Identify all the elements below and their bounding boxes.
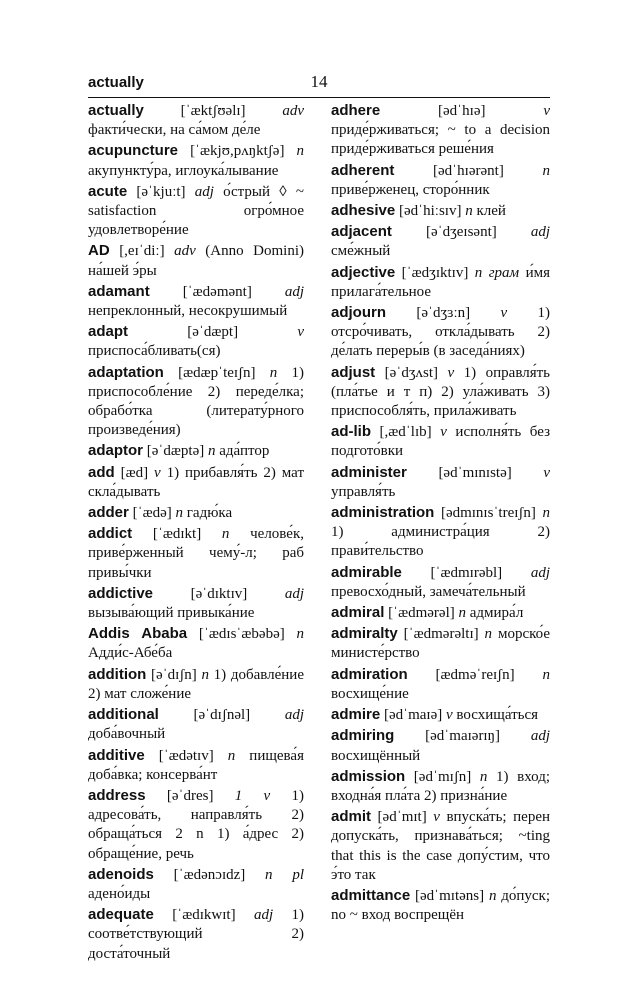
entry-definition: вызыва́ющий привыка́ние [88, 605, 255, 622]
dictionary-entry [88, 441, 304, 461]
dictionary-entry [88, 141, 304, 180]
entry-headword: adaptor [88, 442, 144, 460]
dictionary-entry [88, 182, 304, 241]
dictionary-entry [331, 603, 550, 623]
entry-pronunciation: [ədˈmɪt] [371, 809, 434, 826]
entry-headword: additive [88, 746, 145, 764]
entry-part-of-speech: adj [253, 907, 274, 924]
entry-headword: addition [88, 665, 147, 683]
entry-headword: admiral [331, 604, 385, 622]
entry-pronunciation: [ˈædətɪv] [144, 747, 228, 764]
entry-pronunciation: [ˈædəmənt] [149, 283, 285, 300]
entry-definition: челове́к, приве́рженный чему́-л; раб привы́чки [88, 526, 304, 581]
dictionary-entry [88, 241, 304, 280]
entry-definition: 1) администра́ция 2) прави́тельство [331, 524, 550, 560]
entry-headword: adjective [331, 263, 396, 281]
entry-part-of-speech: 1 v [234, 787, 271, 804]
entry-headword: Addis Ababa [88, 625, 188, 643]
entry-part-of-speech: n [227, 747, 236, 764]
entry-headword: ad-lib [331, 423, 371, 441]
entry-definition: управля́ть [331, 483, 396, 500]
entry-part-of-speech: v [447, 364, 455, 381]
entry-headword: adder [88, 504, 129, 522]
entry-pronunciation: [ˈædʒɪktɪv] [395, 264, 475, 281]
dictionary-entry [331, 363, 550, 422]
entry-headword: admirable [331, 563, 402, 581]
entry-part-of-speech: n [542, 666, 550, 683]
header-rule [88, 97, 550, 98]
entry-pronunciation: [ædməˈreɪʃn] [407, 666, 543, 683]
entry-part-of-speech: n [269, 364, 278, 381]
entry-pronunciation: [ˈædənɔɪdz] [153, 866, 266, 883]
entry-pronunciation: [ˈædmərəltɪ] [397, 626, 485, 643]
entry-pronunciation: [,eɪˈdiː] [109, 243, 175, 260]
entry-pronunciation: [,ædˈlɪb] [371, 424, 441, 441]
entry-definition: и́мя прилага́тельное [331, 264, 551, 300]
entry-headword: admittance [331, 886, 411, 904]
entry-part-of-speech: adv [174, 243, 196, 260]
entry-definition: Адди́с-Абе́ба [88, 645, 173, 662]
dictionary-entry [88, 705, 304, 744]
page-number: 14 [310, 72, 328, 91]
entry-definition: 1) добавле́ние 2) мат сложе́ние [88, 666, 304, 702]
entry-definition: адено́иды [88, 885, 151, 902]
entry-headword: admit [331, 808, 372, 826]
entry-definition: сме́жный [331, 243, 391, 260]
entry-headword: addict [88, 525, 133, 543]
dictionary-entry [88, 665, 304, 704]
entry-part-of-speech: n [201, 666, 209, 683]
dictionary-entry [331, 624, 550, 663]
entry-pronunciation: [əˈdʒɜːn] [386, 305, 501, 322]
entry-headword: adaptation [88, 363, 164, 381]
entry-part-of-speech: n [296, 626, 305, 643]
entry-definition: 1) оправля́ть (пла́тье и т п) 2) ула́живать 3) приспособля́ть, прила́живать [331, 364, 550, 420]
entry-part-of-speech: adj [284, 707, 304, 724]
dictionary-entry [331, 161, 550, 200]
entry-pronunciation: [ədˈmaɪərɪŋ] [394, 728, 531, 745]
entry-definition: восхища́ться [452, 707, 539, 724]
entry-headword: adjacent [331, 223, 392, 241]
entry-definition: превосхо́дный, замеча́тельный [331, 583, 526, 600]
entry-pronunciation: [əˈdɪʃn] [146, 666, 202, 683]
entry-pronunciation: [ˈædɪsˈæbəbə] [187, 626, 297, 643]
entry-pronunciation: [əˈdres] [145, 787, 235, 804]
entry-part-of-speech: n [542, 162, 550, 179]
dictionary-entry [331, 101, 550, 160]
entry-pronunciation: [əˈdɪʃnəl] [158, 707, 285, 724]
entry-headword: acupuncture [88, 142, 179, 160]
entry-headword: adequate [88, 906, 154, 924]
left-column [88, 101, 304, 965]
entry-part-of-speech: n [175, 505, 184, 522]
entry-definition: клей [472, 203, 506, 220]
dictionary-entry [88, 524, 304, 583]
entry-headword: adjust [331, 363, 376, 381]
entry-definition: восхище́ние [331, 685, 409, 702]
entry-headword: admire [331, 706, 381, 724]
entry-headword: adenoids [88, 865, 154, 883]
dictionary-entry [331, 263, 550, 302]
entry-headword: acute [88, 182, 128, 200]
entry-definition: восхищённый [331, 747, 421, 764]
entry-part-of-speech: n [542, 505, 550, 522]
entry-part-of-speech: adj [284, 585, 304, 602]
entry-part-of-speech: adj [194, 183, 214, 200]
dictionary-entry [88, 282, 304, 321]
entry-headword: adhesive [331, 202, 396, 220]
entry-pronunciation: [æd] [114, 464, 154, 481]
dictionary-entry [88, 363, 304, 441]
entry-headword: add [88, 463, 115, 481]
entry-definition: пищева́я доба́вка; консерва́нт [88, 747, 304, 783]
entry-pronunciation: [ˈædɪkt] [132, 526, 222, 543]
entry-pronunciation: [ədˈhɪərənt] [394, 162, 543, 179]
entry-part-of-speech: n [458, 605, 466, 622]
entry-pronunciation: [ˈæktʃʊəlɪ] [143, 103, 283, 119]
entry-headword: admiring [331, 727, 395, 745]
entry-headword: adjourn [331, 304, 386, 322]
entry-part-of-speech: v [297, 324, 304, 341]
entry-headword: administration [331, 504, 435, 522]
entry-definition: доба́вочный [88, 726, 166, 743]
entry-part-of-speech: n [221, 526, 230, 543]
entry-definition: 1) соотве́тствующий 2) доста́точный [88, 907, 305, 962]
dictionary-entry [331, 705, 550, 725]
entry-pronunciation: [əˈdʒeɪsənt] [391, 224, 531, 241]
entry-part-of-speech: v [446, 707, 453, 724]
entry-part-of-speech: n грам [474, 264, 520, 281]
entry-pronunciation: [ədmɪnɪsˈtreɪʃn] [434, 505, 543, 522]
entry-pronunciation: [ədˈhɪə] [380, 103, 544, 119]
dictionary-entry [331, 463, 550, 502]
entry-headword: AD [88, 242, 110, 260]
dictionary-entry [88, 865, 304, 904]
entry-definition: о́стрый ◊ ~ satisfaction огро́мное удовлетворе́ние [88, 183, 304, 239]
dictionary-entry [88, 746, 304, 785]
entry-part-of-speech: n [479, 768, 488, 785]
entry-headword: adherent [331, 161, 395, 179]
entry-part-of-speech: adj [530, 224, 550, 241]
entry-pronunciation: [əˈdæpt] [128, 324, 298, 341]
dictionary-entry [331, 807, 550, 885]
entry-definition: приве́рженец, сторо́нник [331, 181, 490, 198]
running-headword: actually [88, 74, 144, 91]
dictionary-entry [88, 624, 304, 663]
entry-pronunciation: [ˈækjʊ,pʌŋktʃə] [178, 143, 297, 160]
running-header [88, 72, 550, 96]
entry-headword: adamant [88, 282, 150, 300]
entry-pronunciation: [ˈædmərəl] [384, 605, 459, 622]
entry-pronunciation: [ədˈmɪnɪstə] [406, 464, 544, 481]
entry-part-of-speech: adj [530, 564, 550, 581]
entry-definition: адмира́л [466, 605, 524, 622]
entry-part-of-speech: adj [530, 728, 550, 745]
entry-definition: впуска́ть; перен допуска́ть, признава́ться; ~ting that this is the case допу́стим, что э́то так [331, 809, 550, 883]
entry-definition: акупункту́ра, иглоука́лывание [88, 162, 279, 179]
entry-definition: 1) отсро́чивать, откла́дывать 2) де́лать переры́в (в заседа́ниях) [331, 305, 550, 360]
entry-definition: ада́птор [215, 443, 270, 460]
entry-headword: admiralty [331, 625, 398, 643]
dictionary-entry [88, 905, 304, 964]
entry-pronunciation: [əˈdæptə] [143, 443, 208, 460]
right-column [331, 101, 550, 926]
dictionary-entry [88, 322, 304, 361]
entry-definition: факти́чески, на са́мом де́ле [88, 122, 261, 139]
dictionary-entry [331, 422, 550, 461]
dictionary-entry [331, 563, 550, 602]
dictionary-entry [331, 767, 550, 806]
entry-part-of-speech: v [153, 464, 161, 481]
entry-headword: actually [88, 102, 144, 119]
entry-part-of-speech: v [433, 809, 440, 826]
entry-definition: 1) адресова́ть, направля́ть 2) обраща́ться 2 n 1) а́дрес 2) обраще́ние, речь [88, 787, 304, 862]
dictionary-entry [88, 786, 304, 864]
dictionary-entry [331, 726, 550, 765]
entry-headword: administer [331, 463, 407, 481]
entry-headword: address [88, 786, 146, 804]
dictionary-entry [88, 463, 304, 502]
entry-part-of-speech: n [465, 203, 473, 220]
entry-pronunciation: [ədˈmaɪə] [380, 707, 446, 724]
entry-part-of-speech: n [484, 626, 493, 643]
entry-headword: adapt [88, 323, 129, 341]
dictionary-entry [88, 503, 304, 523]
entry-pronunciation: [ˈædɪkwɪt] [153, 907, 254, 924]
entry-pronunciation: [əˈdʒʌst] [375, 364, 448, 381]
entry-headword: addictive [88, 584, 154, 602]
entry-part-of-speech: v [500, 305, 508, 322]
entry-definition: гадю́ка [183, 505, 233, 522]
entry-definition: приспоса́бливать(ся) [88, 343, 221, 360]
entry-headword: admission [331, 767, 406, 785]
entry-pronunciation: [ˈædmɪrəbl] [401, 564, 531, 581]
entry-pronunciation: [ədˈmɪʃn] [405, 768, 480, 785]
entry-part-of-speech: adv [282, 103, 304, 119]
entry-pronunciation: [ədˈhiːsɪv] [395, 203, 466, 220]
dictionary-entry [331, 201, 550, 221]
entry-pronunciation: [ædæpˈteɪʃn] [163, 364, 270, 381]
entry-definition: 1) вход; входна́я пла́та 2) призна́ние [331, 768, 550, 804]
entry-headword: admiration [331, 665, 408, 683]
dictionary-entry [331, 886, 550, 925]
entry-part-of-speech: adj [284, 283, 304, 300]
entry-definition: 1) прибавля́ть 2) мат скла́дывать [88, 464, 304, 500]
entry-part-of-speech: n [208, 443, 216, 460]
entry-part-of-speech: n [296, 143, 304, 160]
entry-headword: additional [88, 706, 159, 724]
entry-definition: до́пуск; no ~ вход воспрещён [331, 887, 551, 924]
dictionary-entry [88, 101, 304, 140]
entry-part-of-speech: v [440, 424, 447, 441]
entry-pronunciation: [ədˈmɪtəns] [410, 887, 489, 904]
dictionary-entry [88, 584, 304, 623]
dictionary-entry [331, 303, 550, 362]
dictionary-entry [331, 222, 550, 261]
entry-part-of-speech: v [543, 103, 550, 119]
entry-pronunciation: [əˈdɪktɪv] [153, 585, 285, 602]
entry-part-of-speech: v [543, 464, 550, 481]
entry-pronunciation: [ˈædə] [128, 505, 176, 522]
entry-definition: (Anno Domini) на́шей э́ры [88, 243, 304, 279]
entry-definition: морско́е министе́рство [331, 626, 550, 662]
entry-definition: 1) приспособле́ние 2) переде́лка; обрабо́тка (литерату́рного произведе́ния) [88, 364, 305, 439]
entry-definition: приде́рживаться; ~ to a decision приде́рживаться реше́ния [331, 122, 550, 158]
dictionary-entry [331, 665, 550, 704]
dictionary-entry [331, 503, 550, 562]
entry-definition: непреклонный, несокрушимый [88, 303, 288, 320]
entry-definition: исполня́ть без подгото́вки [331, 424, 550, 460]
entry-part-of-speech: n [488, 887, 497, 904]
entry-part-of-speech: n pl [265, 866, 304, 883]
entry-headword: adhere [331, 102, 381, 119]
entry-pronunciation: [əˈkjuːt] [127, 183, 195, 200]
